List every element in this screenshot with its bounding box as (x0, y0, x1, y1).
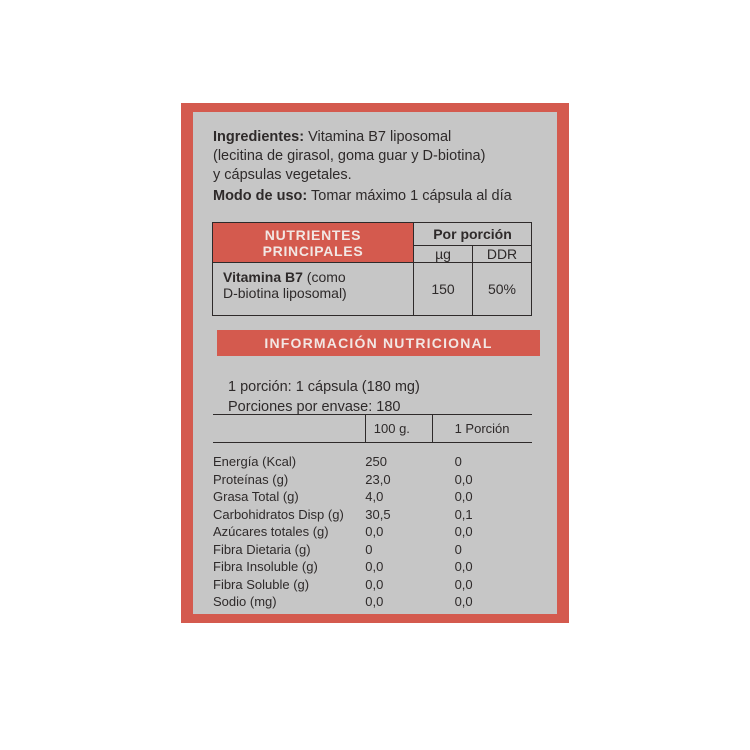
main-nutrients-table (212, 222, 532, 316)
per-100g-value: 0,0 (365, 594, 384, 610)
nutrient-name: Grasa Total (g) (213, 489, 299, 505)
table-row (213, 506, 532, 524)
per-serving-value: 0,0 (454, 524, 473, 540)
vitamin-name: Vitamina B7 (223, 269, 303, 285)
vitamin-cell (213, 263, 414, 316)
usage-text: Tomar máximo 1 cápsula al día (311, 188, 512, 204)
ingredients-line-2: (lecitina de girasol, goma guar y D-biotina) (213, 148, 486, 164)
ingredients-line-3: y cápsulas vegetales. (213, 167, 352, 183)
per-100g-value: 4,0 (365, 489, 384, 505)
per-serving-value: 0,0 (454, 594, 473, 610)
per-100g-value: 0,0 (365, 524, 384, 540)
nutrient-name: Fibra Dietaria (g) (213, 541, 311, 557)
per-serving-value: 0,0 (454, 576, 473, 592)
facts-header-blank (213, 415, 365, 443)
ingredients-line-1 (213, 128, 543, 147)
per-serving-value: 0,0 (454, 559, 473, 575)
nutrition-facts-table (213, 414, 532, 611)
nutrients-header: NUTRIENTES PRINCIPALES (213, 223, 414, 263)
per-serving-value: 0,0 (454, 489, 473, 505)
per-serving-value: 0 (454, 541, 462, 557)
table-row (213, 523, 532, 541)
per-serving-header: Por porción (414, 223, 532, 246)
nutrient-name: Fibra Soluble (g) (213, 576, 310, 592)
table-row (213, 471, 532, 489)
unit-header: µg (414, 245, 473, 262)
ddr-header: DDR (473, 245, 532, 262)
col-serving-header: 1 Porción (433, 415, 532, 443)
nutrient-name: Carbohidratos Disp (g) (213, 506, 344, 522)
table-row (213, 453, 532, 471)
nutrition-info-banner: INFORMACIÓN NUTRICIONAL (217, 330, 540, 356)
usage-label: Modo de uso: (213, 188, 308, 204)
table-row (213, 593, 532, 611)
table-row (213, 558, 532, 576)
serving-info (228, 377, 420, 417)
nutrient-name: Energía (Kcal) (213, 454, 297, 470)
ingredients-label: Ingredientes: (213, 129, 305, 145)
ingredients-text-1: Vitamina B7 liposomal (308, 129, 452, 145)
vitamin-ddr: 50% (473, 263, 532, 316)
serving-size: 1 porción: 1 cápsula (180 mg) (228, 379, 420, 395)
per-100g-value: 250 (365, 454, 387, 470)
per-serving-value: 0,0 (454, 471, 473, 487)
per-100g-value: 0 (365, 541, 373, 557)
nutrient-name: Sodio (mg) (213, 594, 277, 610)
table-row (213, 541, 532, 559)
nutrient-name: Azúcares totales (g) (213, 524, 329, 540)
servings-per-container: Porciones por envase: 180 (228, 399, 401, 415)
product-label (181, 103, 569, 623)
per-serving-value: 0,1 (454, 506, 473, 522)
vitamin-detail-1: (como (306, 269, 346, 285)
col-100g-header: 100 g. (365, 415, 432, 443)
table-row (213, 488, 532, 506)
label-panel (193, 112, 557, 614)
per-100g-value: 30,5 (365, 506, 391, 522)
table-row (213, 576, 532, 594)
ingredients-block (213, 128, 543, 206)
usage-line (213, 187, 543, 206)
per-100g-value: 0,0 (365, 559, 384, 575)
vitamin-detail-2: D-biotina liposomal) (223, 285, 347, 301)
facts-header-row (213, 415, 532, 443)
per-100g-value: 23,0 (365, 471, 391, 487)
per-100g-value: 0,0 (365, 576, 384, 592)
per-serving-value: 0 (454, 454, 462, 470)
nutrient-name: Proteínas (g) (213, 471, 289, 487)
nutrient-name: Fibra Insoluble (g) (213, 559, 318, 575)
vitamin-amount: 150 (414, 263, 473, 316)
